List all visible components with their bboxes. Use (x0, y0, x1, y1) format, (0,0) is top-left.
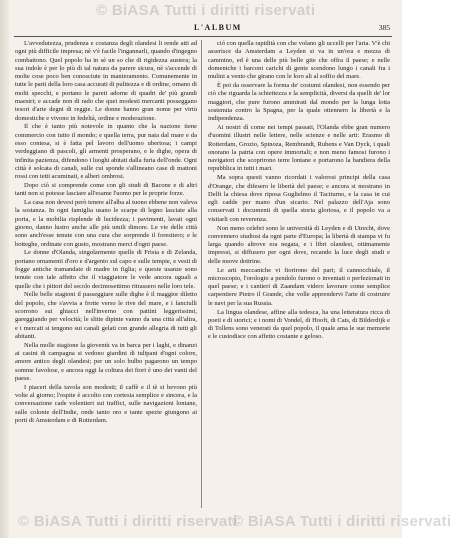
column-divider (201, 40, 202, 508)
page-header (14, 24, 392, 37)
paragraph: Le arti meccaniche vi fiorirono del pari; il cannocchiale, il microscopio, l'orologio a pendolo furono o inventati o perfezionati in quel paese; e i cantieri di Zaandam videro lavorare come semplice carpentiere Pietro il Grande, che volle apprendervi l'arte di costruire le navi per la sua Russia. (208, 266, 390, 307)
watermark-bottom-left: © BiASA Tutti i diritti riservati (18, 513, 238, 530)
paragraph: Il che è tanto più notevole in quanto che la nazione tiene commercio con tutto il mondo; e quella terra, pur nata dal mare e da esso contesa, si è fatta pel lavoro dell'uomo ubertosa; i campi verdeggiano di pascoli, gli armenti prosperano, e le dighe, opera di infinita pazienza, difendono i luoghi abitati dalla furia dell'onde. Ogni città è solcata di canali, sulle cui sponde s'allineano case di mattoni rossi con tetti acuminati, e alberi ombrosi. (15, 123, 197, 181)
running-title: L'ALBUM (194, 23, 242, 32)
paragraph: La lingua olandese, affine alla tedesca, ha una letteratura ricca di poeti e di storici; e i nomi di Vondel, di Hooft, di Cats, di Bilderdijk e di Tollens sono venerati da quel popolo, il quale ama le sue memorie e le custodisce con affetto costante e geloso. (208, 308, 390, 341)
left-column (15, 40, 197, 510)
watermark-bottom-right: © BiASA Tutti i diritti riservati (232, 513, 451, 530)
paragraph: Nella molle stagione la gioventù va in barca per i laghi, e dinanzi ai casini di campagna si vedono giardini di tulipani d'ogni colore, amore antico degli olandesi; per un solo bulbo pagarono un tempo somme favolose, e ancora oggi la coltura dei fiori è uno dei vanti del paese. (15, 341, 197, 382)
paragraph: Non meno celebri sono le università di Leyden e di Utrecht, dove convennero studiosi da ogni parte d'Europa; la libertà di stampa vi fu larga quando altrove era negata, e i libri olandesi, ottimamente impressi, si diffusero per ogni dove, recando la luce degli studi e delle nuove dottrine. (208, 224, 390, 265)
paragraph: Nelle belle stagioni il passeggiare sulle dighe è il maggior diletto del popolo, che s'avvia a frotte verso le rive del mare, e i fanciulli scorrono sui ghiacci nell'inverno con pattini leggerissimi, gareggiando per velocità; le slitte dipinte vanno da una città all'altra, e i mercati si tengono sui canali gelati con grande allegria di tutti gli abitanti. (15, 291, 197, 340)
paragraph: Dopo ciò si comprende come con gli studi di Bacone e di altri tanti non si potesse lasciare all'esame l'uomo per le proprie forze. (15, 182, 197, 198)
paragraph: La casa non devesi però tenere all'alba al tuono ebbene non valeva la sostanza. In ogni famiglia usano le scarpe di legno lasciate alla porta, e la mobilia risplende di lucidezza; i pavimenti, lavati ogni giorno, danno lustro anche alle più umili dimore. Le vie delle città sono anch'esse tenute con una cura che sorprende il forestiero; e le botteghe, ordinate con gusto, mostrano merci d'ogni paese. (15, 199, 197, 248)
watermark-top: © BiASA Tutti i diritti riservati (96, 2, 316, 19)
paragraph: Ma sopra questi vanno ricordati i valorosi principi della casa d'Orange, che difesero le libertà del paese; e ancora si mostrano in Delft la chiesa dove riposa Guglielmo il Taciturno, e la casa in cui egli cadde per mano d'un sicario. Nel palazzo dell'Aja sono conservati i documenti di quella storia gloriosa, e il popolo va a visitarli con reverenza. (208, 174, 390, 223)
paragraph: I piaceri della tavola son modesti; il caffè e il tè si bevono più volte al giorno; l'ospite è accolto con cortesia semplice e sincera, e la conversazione cade volentieri sui traffici, sulle navigazioni lontane, sulle colonie dell'Indie, onde tanto oro e tante spezie giungono ai porti di Amsterdam e di Rotterdam. (15, 383, 197, 424)
right-column (208, 40, 390, 510)
paragraph: ció con quella rapidità con che volano gli uccelli per l'aria. V'è chi asserisce da Amsterdam a Leyden si va in un'ora e mezza di cammino, ed è una delle più belle gite che offra il paese; e nelle domeniche i barconi carichi di gente scendono lungo i canali fra i mulini a vento che girano con le loro ali al soffio del mare. (208, 40, 390, 81)
paragraph: È poi da osservare la forma de' costumi olandesi, non essendo per ciò che riguarda la schiettezza e la semplicità, diversi da quelli de' lor maggiori, che pure furono ammirati dal mondo per la lunga lotta sostenuta contro la Spagna, per la quale ottennero la libertà e la indipendenza. (208, 81, 390, 123)
paragraph: L'avvedutezza, prudenza e costanza degli olandesi li rende atti ad ogni più difficile impresa; nè v'è facile l'ingannarli, quando d'ingegno combattono. Quel popolo ha in sè un so che di rigidezza austera; la sua indole è per lo più di tal natura da parere sicura, nè s'accende di molte cose poco ben conosciute in manieramento. Comunemente in tutte le parti della loro casa accurati di pulitezza e di ordine, ornano di molti specchi, e portano le pareti adorne di quadri de' più grandi maestri; e accade non di rado che quei modesti mercanti posseggano tesori d'arte degni di reggie. Le donne hanno gran nome per virtù domestiche e vivono in fedeltà, ordine e moderazione. (15, 40, 197, 122)
page-binding-edge (0, 0, 9, 538)
page-number: 385 (378, 23, 390, 32)
paragraph: Le donne d'Olanda, singolarmente quelle di Frisia e di Zelanda, portano ornamenti d'oro e d'argento sul capo e sulle tempie, e vesti di fogge antiche tramandate di madre in figlia; e queste usanze sono tenute con tale affetto che il viaggiatore le vede ancora uguali a quelle che i pittori del secolo decimosettimo ritrassero nelle loro tele. (15, 249, 197, 290)
paragraph: Ai nostri dì come nei tempi passati, l'Olanda ebbe gran numero d'uomini illustri nelle lettere, nelle scienze e nelle arti: Erasmo di Rotterdam, Grozio, Spinoza, Rembrandt, Rubens e Van Dyck, i quali onorano la patria con opere immortali; e non meno famosi furono i navigatori che scoprirono terre lontane e portarono la bandiera della repubblica in tutti i mari. (208, 123, 390, 173)
